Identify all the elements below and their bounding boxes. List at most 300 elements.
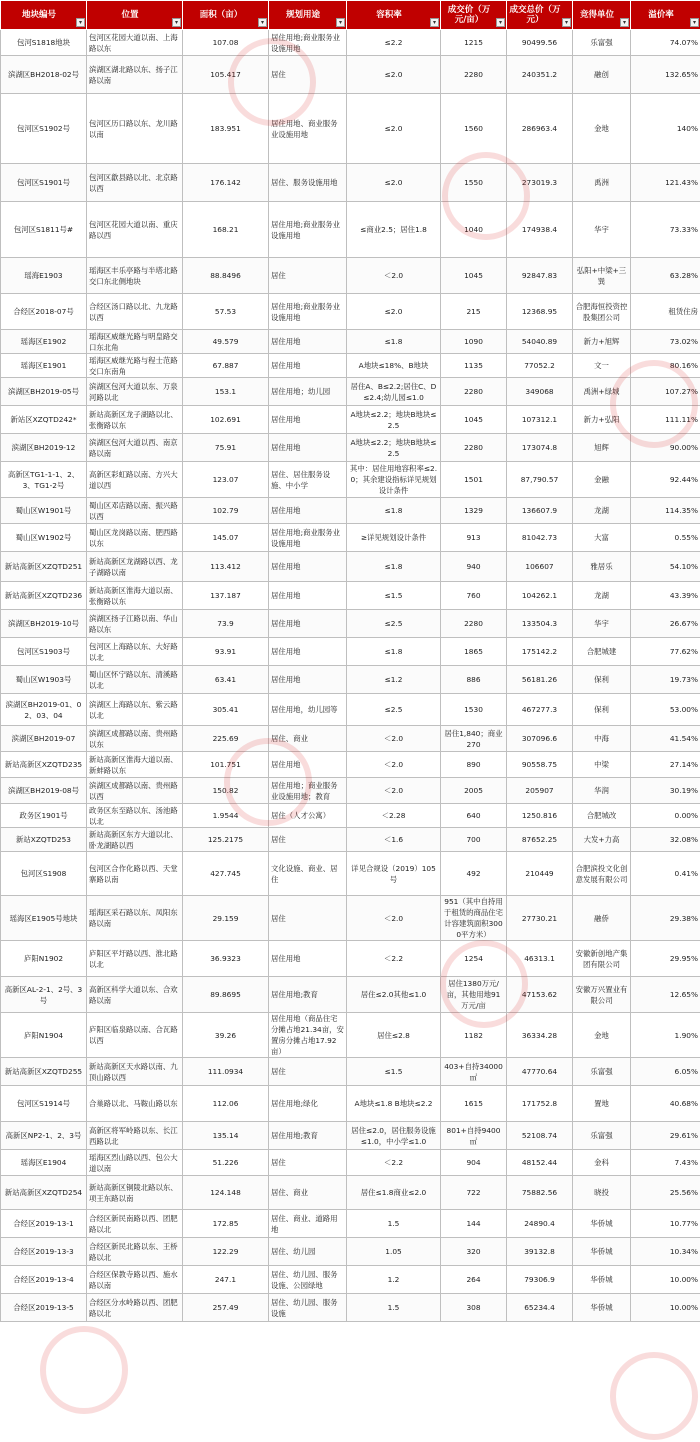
cell-winning-bidder[interactable]: 华润 bbox=[573, 778, 631, 804]
cell-planned-use[interactable]: 居住用地（商品住宅分摊占地21.34亩，安置房分摊占地17.92亩） bbox=[269, 1013, 347, 1058]
cell-land-id[interactable]: 瑶海区E1904 bbox=[1, 1150, 87, 1176]
cell-area[interactable]: 176.142 bbox=[183, 164, 269, 202]
cell-area[interactable]: 1.9544 bbox=[183, 804, 269, 828]
cell-total-price[interactable]: 173074.8 bbox=[507, 434, 573, 462]
cell-land-id[interactable]: 合经区2019-13-3 bbox=[1, 1238, 87, 1266]
cell-premium-rate[interactable]: 7.43% bbox=[631, 1150, 700, 1176]
cell-floor-area-ratio[interactable]: ＜2.0 bbox=[347, 896, 441, 941]
cell-unit-price[interactable]: 2005 bbox=[441, 778, 507, 804]
cell-area[interactable]: 145.07 bbox=[183, 524, 269, 552]
cell-land-id[interactable]: 包河区S1908 bbox=[1, 852, 87, 896]
cell-planned-use[interactable]: 居住用地;商业服务业设施用地 bbox=[269, 524, 347, 552]
cell-winning-bidder[interactable]: 安徽新创地产集团有限公司 bbox=[573, 941, 631, 977]
cell-floor-area-ratio[interactable]: 居住≤1.8商业≤2.0 bbox=[347, 1176, 441, 1210]
cell-location[interactable]: 滨湖区上海路以东、紫云路以北 bbox=[87, 694, 183, 726]
cell-winning-bidder[interactable]: 文一 bbox=[573, 354, 631, 378]
cell-area[interactable]: 123.07 bbox=[183, 462, 269, 498]
cell-winning-bidder[interactable]: 龙湖 bbox=[573, 582, 631, 610]
cell-floor-area-ratio[interactable]: ≤2.2 bbox=[347, 30, 441, 56]
column-header-unit-price[interactable] bbox=[441, 1, 507, 30]
cell-premium-rate[interactable]: 92.44% bbox=[631, 462, 700, 498]
cell-unit-price[interactable]: 1215 bbox=[441, 30, 507, 56]
cell-area[interactable]: 111.0934 bbox=[183, 1058, 269, 1086]
cell-planned-use[interactable]: 居住 bbox=[269, 1150, 347, 1176]
cell-winning-bidder[interactable]: 华侨城 bbox=[573, 1294, 631, 1322]
cell-premium-rate[interactable]: 10.34% bbox=[631, 1238, 700, 1266]
cell-unit-price[interactable]: 1615 bbox=[441, 1086, 507, 1122]
cell-land-id[interactable]: 滨湖区BH2018-02号 bbox=[1, 56, 87, 94]
cell-floor-area-ratio[interactable]: ＜2.2 bbox=[347, 1150, 441, 1176]
cell-land-id[interactable]: 滨湖区BH2019-07 bbox=[1, 726, 87, 752]
cell-planned-use[interactable]: 居住用地 bbox=[269, 941, 347, 977]
cell-land-id[interactable]: 高新区TG1-1-1、2、3、TG1-2号 bbox=[1, 462, 87, 498]
cell-floor-area-ratio[interactable]: ≤2.5 bbox=[347, 694, 441, 726]
cell-winning-bidder[interactable]: 置地 bbox=[573, 1086, 631, 1122]
cell-location[interactable]: 合经区分水岭路以西、团肥路以北 bbox=[87, 1294, 183, 1322]
cell-floor-area-ratio[interactable]: ≤1.8 bbox=[347, 638, 441, 666]
cell-area[interactable]: 183.951 bbox=[183, 94, 269, 164]
cell-total-price[interactable]: 12368.95 bbox=[507, 294, 573, 330]
cell-floor-area-ratio[interactable]: ＜2.0 bbox=[347, 752, 441, 778]
cell-winning-bidder[interactable]: 大富 bbox=[573, 524, 631, 552]
filter-dropdown-icon[interactable]: ▾ bbox=[562, 18, 571, 27]
filter-dropdown-icon[interactable]: ▾ bbox=[430, 18, 439, 27]
cell-area[interactable]: 150.82 bbox=[183, 778, 269, 804]
cell-location[interactable]: 滨湖区成都路以南、贵州路以东 bbox=[87, 726, 183, 752]
cell-unit-price[interactable]: 913 bbox=[441, 524, 507, 552]
cell-planned-use[interactable]: 居住用地 bbox=[269, 406, 347, 434]
cell-land-id[interactable]: 新站区XZQTD242* bbox=[1, 406, 87, 434]
cell-location[interactable]: 政务区东至路以东、汤池路以北 bbox=[87, 804, 183, 828]
cell-area[interactable]: 89.8695 bbox=[183, 977, 269, 1013]
cell-unit-price[interactable]: 居住1380万元/亩，其他用地91万元/亩 bbox=[441, 977, 507, 1013]
cell-total-price[interactable]: 39132.8 bbox=[507, 1238, 573, 1266]
cell-total-price[interactable]: 273019.3 bbox=[507, 164, 573, 202]
cell-unit-price[interactable]: 308 bbox=[441, 1294, 507, 1322]
cell-premium-rate[interactable]: 74.07% bbox=[631, 30, 700, 56]
cell-total-price[interactable]: 90558.75 bbox=[507, 752, 573, 778]
cell-area[interactable]: 101.751 bbox=[183, 752, 269, 778]
cell-unit-price[interactable]: 1045 bbox=[441, 406, 507, 434]
cell-total-price[interactable]: 65234.4 bbox=[507, 1294, 573, 1322]
cell-location[interactable]: 蜀山区龙岗路以南、肥西路以东 bbox=[87, 524, 183, 552]
cell-unit-price[interactable]: 904 bbox=[441, 1150, 507, 1176]
cell-planned-use[interactable]: 居住用地 bbox=[269, 434, 347, 462]
cell-floor-area-ratio[interactable]: 居住A、B≤2.2;居住C、D≤2.4;幼儿园≤1.0 bbox=[347, 378, 441, 406]
cell-floor-area-ratio[interactable]: ＜2.0 bbox=[347, 726, 441, 752]
cell-unit-price[interactable]: 1865 bbox=[441, 638, 507, 666]
cell-winning-bidder[interactable]: 弘阳+中梁+三巽 bbox=[573, 258, 631, 294]
cell-planned-use[interactable]: 居住用地 bbox=[269, 552, 347, 582]
cell-unit-price[interactable]: 320 bbox=[441, 1238, 507, 1266]
cell-land-id[interactable]: 新站高新区XZQTD236 bbox=[1, 582, 87, 610]
cell-planned-use[interactable]: 居住 bbox=[269, 896, 347, 941]
cell-land-id[interactable]: 包河区S1903号 bbox=[1, 638, 87, 666]
cell-total-price[interactable]: 286963.4 bbox=[507, 94, 573, 164]
cell-land-id[interactable]: 瑶海区E1901 bbox=[1, 354, 87, 378]
cell-location[interactable]: 高新区彩虹路以南、方兴大道以西 bbox=[87, 462, 183, 498]
cell-area[interactable]: 122.29 bbox=[183, 1238, 269, 1266]
cell-total-price[interactable]: 467277.3 bbox=[507, 694, 573, 726]
cell-total-price[interactable]: 1250.816 bbox=[507, 804, 573, 828]
cell-planned-use[interactable]: 居住用地；幼儿园 bbox=[269, 378, 347, 406]
cell-area[interactable]: 102.691 bbox=[183, 406, 269, 434]
cell-total-price[interactable]: 46313.1 bbox=[507, 941, 573, 977]
cell-total-price[interactable]: 104262.1 bbox=[507, 582, 573, 610]
cell-planned-use[interactable]: 居住、幼儿园、服务设施、公园绿地 bbox=[269, 1266, 347, 1294]
cell-unit-price[interactable]: 951（其中自持用于租赁的商品住宅计容建筑面积3000平方米） bbox=[441, 896, 507, 941]
cell-unit-price[interactable]: 1329 bbox=[441, 498, 507, 524]
cell-area[interactable]: 153.1 bbox=[183, 378, 269, 406]
cell-planned-use[interactable]: 居住用地;教育 bbox=[269, 1122, 347, 1150]
cell-winning-bidder[interactable]: 合肥滨投文化创意发展有限公司 bbox=[573, 852, 631, 896]
cell-location[interactable]: 新站高新区铜陵北路以东、项王东路以南 bbox=[87, 1176, 183, 1210]
cell-floor-area-ratio[interactable]: ≤1.5 bbox=[347, 1058, 441, 1086]
cell-winning-bidder[interactable]: 禹洲 bbox=[573, 164, 631, 202]
cell-location[interactable]: 瑶海区烈山路以西、包公大道以南 bbox=[87, 1150, 183, 1176]
cell-land-id[interactable]: 滨湖区BH2019-01、02、03、04 bbox=[1, 694, 87, 726]
cell-premium-rate[interactable]: 10.00% bbox=[631, 1294, 700, 1322]
cell-planned-use[interactable]: 居住用地 bbox=[269, 582, 347, 610]
cell-unit-price[interactable]: 264 bbox=[441, 1266, 507, 1294]
cell-floor-area-ratio[interactable]: ≤2.0 bbox=[347, 294, 441, 330]
filter-dropdown-icon[interactable]: ▾ bbox=[172, 18, 181, 27]
cell-unit-price[interactable]: 1501 bbox=[441, 462, 507, 498]
cell-land-id[interactable]: 新站高新区XZQTD235 bbox=[1, 752, 87, 778]
cell-premium-rate[interactable]: 29.61% bbox=[631, 1122, 700, 1150]
cell-total-price[interactable]: 136607.9 bbox=[507, 498, 573, 524]
cell-land-id[interactable]: 政务区1901号 bbox=[1, 804, 87, 828]
cell-land-id[interactable]: 滨湖区BH2019-12 bbox=[1, 434, 87, 462]
cell-unit-price[interactable]: 2280 bbox=[441, 378, 507, 406]
cell-winning-bidder[interactable]: 华侨城 bbox=[573, 1266, 631, 1294]
cell-unit-price[interactable]: 940 bbox=[441, 552, 507, 582]
cell-location[interactable]: 瑶海区采石路以东、凤阳东路以南 bbox=[87, 896, 183, 941]
cell-location[interactable]: 新站高新区东方大道以北、卧龙湖路以西 bbox=[87, 828, 183, 852]
cell-premium-rate[interactable]: 10.00% bbox=[631, 1266, 700, 1294]
cell-floor-area-ratio[interactable]: 居住≤2.0其他≤1.0 bbox=[347, 977, 441, 1013]
cell-premium-rate[interactable]: 77.62% bbox=[631, 638, 700, 666]
cell-area[interactable]: 113.412 bbox=[183, 552, 269, 582]
cell-premium-rate[interactable]: 140% bbox=[631, 94, 700, 164]
cell-winning-bidder[interactable]: 乐富强 bbox=[573, 30, 631, 56]
cell-planned-use[interactable]: 居住用地 bbox=[269, 638, 347, 666]
cell-premium-rate[interactable]: 132.65% bbox=[631, 56, 700, 94]
cell-total-price[interactable]: 349068 bbox=[507, 378, 573, 406]
cell-premium-rate[interactable]: 114.35% bbox=[631, 498, 700, 524]
cell-area[interactable]: 63.41 bbox=[183, 666, 269, 694]
cell-area[interactable]: 93.91 bbox=[183, 638, 269, 666]
cell-total-price[interactable]: 171752.8 bbox=[507, 1086, 573, 1122]
cell-winning-bidder[interactable]: 中梁 bbox=[573, 752, 631, 778]
cell-location[interactable]: 包河区合作化路以西、天堂寨路以南 bbox=[87, 852, 183, 896]
cell-unit-price[interactable]: 1560 bbox=[441, 94, 507, 164]
cell-location[interactable]: 高新区将军岭路以东、长江西路以北 bbox=[87, 1122, 183, 1150]
cell-unit-price[interactable]: 886 bbox=[441, 666, 507, 694]
cell-floor-area-ratio[interactable]: ＜2.2 bbox=[347, 941, 441, 977]
cell-area[interactable]: 135.14 bbox=[183, 1122, 269, 1150]
cell-location[interactable]: 蜀山区怀宁路以东、清溪路以北 bbox=[87, 666, 183, 694]
cell-total-price[interactable]: 87652.25 bbox=[507, 828, 573, 852]
cell-winning-bidder[interactable]: 保利 bbox=[573, 694, 631, 726]
cell-winning-bidder[interactable]: 金地 bbox=[573, 1013, 631, 1058]
cell-total-price[interactable]: 107312.1 bbox=[507, 406, 573, 434]
cell-planned-use[interactable]: 居住、商业 bbox=[269, 726, 347, 752]
cell-planned-use[interactable]: 居住、服务设施用地 bbox=[269, 164, 347, 202]
cell-premium-rate[interactable]: 54.10% bbox=[631, 552, 700, 582]
cell-floor-area-ratio[interactable]: A地块≤2.2；地块B地块≤2.5 bbox=[347, 406, 441, 434]
cell-winning-bidder[interactable]: 中海 bbox=[573, 726, 631, 752]
column-header-planned-use[interactable] bbox=[269, 1, 347, 30]
cell-winning-bidder[interactable]: 金科 bbox=[573, 1150, 631, 1176]
cell-planned-use[interactable]: 居住用地 bbox=[269, 666, 347, 694]
cell-location[interactable]: 瑶海区威继光路与程士范路交口东南角 bbox=[87, 354, 183, 378]
cell-premium-rate[interactable]: 0.41% bbox=[631, 852, 700, 896]
cell-land-id[interactable]: 蜀山区W1902号 bbox=[1, 524, 87, 552]
cell-total-price[interactable]: 205907 bbox=[507, 778, 573, 804]
cell-area[interactable]: 305.41 bbox=[183, 694, 269, 726]
cell-floor-area-ratio[interactable]: A地块≤18%、B地块 bbox=[347, 354, 441, 378]
column-header-winning-bidder[interactable] bbox=[573, 1, 631, 30]
cell-area[interactable]: 88.8496 bbox=[183, 258, 269, 294]
cell-location[interactable]: 合经区新民北路以东、王桥路以北 bbox=[87, 1238, 183, 1266]
cell-premium-rate[interactable]: 10.77% bbox=[631, 1210, 700, 1238]
cell-total-price[interactable]: 27730.21 bbox=[507, 896, 573, 941]
cell-location[interactable]: 新站高新区淮海大道以南、张衡路以东 bbox=[87, 582, 183, 610]
cell-premium-rate[interactable]: 107.27% bbox=[631, 378, 700, 406]
cell-planned-use[interactable]: 居住用地 bbox=[269, 610, 347, 638]
cell-unit-price[interactable]: 1254 bbox=[441, 941, 507, 977]
cell-premium-rate[interactable]: 40.68% bbox=[631, 1086, 700, 1122]
cell-location[interactable]: 包河区历口路以东、龙川路以南 bbox=[87, 94, 183, 164]
cell-total-price[interactable]: 47153.62 bbox=[507, 977, 573, 1013]
cell-area[interactable]: 29.159 bbox=[183, 896, 269, 941]
cell-winning-bidder[interactable]: 乐富强 bbox=[573, 1122, 631, 1150]
cell-planned-use[interactable]: 居住 bbox=[269, 258, 347, 294]
cell-winning-bidder[interactable]: 融侨 bbox=[573, 896, 631, 941]
cell-premium-rate[interactable]: 租赁住房 bbox=[631, 294, 700, 330]
cell-floor-area-ratio[interactable]: ≥详见规划设计条件 bbox=[347, 524, 441, 552]
cell-land-id[interactable]: 滨湖区BH2019-08号 bbox=[1, 778, 87, 804]
cell-land-id[interactable]: 瑶海区E1902 bbox=[1, 330, 87, 354]
cell-floor-area-ratio[interactable]: ＜2.28 bbox=[347, 804, 441, 828]
cell-winning-bidder[interactable]: 华宇 bbox=[573, 202, 631, 258]
cell-land-id[interactable]: 新站高新区XZQTD255 bbox=[1, 1058, 87, 1086]
cell-total-price[interactable]: 79306.9 bbox=[507, 1266, 573, 1294]
cell-planned-use[interactable]: 居住、幼儿园、服务设施 bbox=[269, 1294, 347, 1322]
cell-unit-price[interactable]: 403+自持34000㎡ bbox=[441, 1058, 507, 1086]
cell-area[interactable]: 247.1 bbox=[183, 1266, 269, 1294]
cell-land-id[interactable]: 包河区S1902号 bbox=[1, 94, 87, 164]
cell-winning-bidder[interactable]: 合肥城建 bbox=[573, 638, 631, 666]
cell-location[interactable]: 庐阳区平圩路以西、淮北路以北 bbox=[87, 941, 183, 977]
cell-premium-rate[interactable]: 41.54% bbox=[631, 726, 700, 752]
cell-planned-use[interactable]: 居住 bbox=[269, 828, 347, 852]
cell-location[interactable]: 新站高新区天水路以南、九顶山路以西 bbox=[87, 1058, 183, 1086]
cell-winning-bidder[interactable]: 旭辉 bbox=[573, 434, 631, 462]
filter-dropdown-icon[interactable]: ▾ bbox=[336, 18, 345, 27]
cell-area[interactable]: 102.79 bbox=[183, 498, 269, 524]
cell-planned-use[interactable]: 居住用地 bbox=[269, 752, 347, 778]
cell-area[interactable]: 125.2175 bbox=[183, 828, 269, 852]
cell-planned-use[interactable]: 居住用地;商业服务业设施用地 bbox=[269, 202, 347, 258]
cell-total-price[interactable]: 307096.6 bbox=[507, 726, 573, 752]
filter-dropdown-icon[interactable]: ▾ bbox=[690, 18, 699, 27]
cell-land-id[interactable]: 高新区AL-2-1、2号、3号 bbox=[1, 977, 87, 1013]
cell-land-id[interactable]: 瑶海区E1905号地块 bbox=[1, 896, 87, 941]
cell-premium-rate[interactable]: 0.55% bbox=[631, 524, 700, 552]
cell-premium-rate[interactable]: 121.43% bbox=[631, 164, 700, 202]
cell-premium-rate[interactable]: 53.00% bbox=[631, 694, 700, 726]
cell-winning-bidder[interactable]: 金融 bbox=[573, 462, 631, 498]
column-header-floor-area-ratio[interactable] bbox=[347, 1, 441, 30]
cell-floor-area-ratio[interactable]: ＜2.0 bbox=[347, 258, 441, 294]
cell-location[interactable]: 蜀山区邓店路以南、振兴路以西 bbox=[87, 498, 183, 524]
cell-premium-rate[interactable]: 12.65% bbox=[631, 977, 700, 1013]
cell-floor-area-ratio[interactable]: A地块≤1.8 B地块≤2.2 bbox=[347, 1086, 441, 1122]
cell-unit-price[interactable]: 1530 bbox=[441, 694, 507, 726]
cell-land-id[interactable]: 合经区2018-07号 bbox=[1, 294, 87, 330]
cell-planned-use[interactable]: 文化设施、商业、居住 bbox=[269, 852, 347, 896]
cell-premium-rate[interactable]: 90.00% bbox=[631, 434, 700, 462]
cell-floor-area-ratio[interactable]: 居住≤2.0，居住服务设施≤1.0，中小学≤1.0 bbox=[347, 1122, 441, 1150]
cell-winning-bidder[interactable]: 禹洲+绿城 bbox=[573, 378, 631, 406]
cell-premium-rate[interactable]: 29.95% bbox=[631, 941, 700, 977]
cell-land-id[interactable]: 蜀山区W1903号 bbox=[1, 666, 87, 694]
cell-premium-rate[interactable]: 25.56% bbox=[631, 1176, 700, 1210]
filter-dropdown-icon[interactable]: ▾ bbox=[620, 18, 629, 27]
cell-winning-bidder[interactable]: 新力+弘阳 bbox=[573, 406, 631, 434]
cell-floor-area-ratio[interactable]: ＜1.6 bbox=[347, 828, 441, 852]
cell-location[interactable]: 包河区花园大道以南、上海路以东 bbox=[87, 30, 183, 56]
cell-land-id[interactable]: 合经区2019-13-4 bbox=[1, 1266, 87, 1294]
cell-location[interactable]: 滨湖区包河大道以西、南京路以南 bbox=[87, 434, 183, 462]
column-header-location[interactable] bbox=[87, 1, 183, 30]
cell-winning-bidder[interactable]: 安徽万兴置业有限公司 bbox=[573, 977, 631, 1013]
cell-land-id[interactable]: 滨湖区BH2019-05号 bbox=[1, 378, 87, 406]
cell-premium-rate[interactable]: 6.05% bbox=[631, 1058, 700, 1086]
cell-total-price[interactable]: 175142.2 bbox=[507, 638, 573, 666]
cell-area[interactable]: 172.85 bbox=[183, 1210, 269, 1238]
cell-premium-rate[interactable]: 26.67% bbox=[631, 610, 700, 638]
cell-total-price[interactable]: 36334.28 bbox=[507, 1013, 573, 1058]
cell-area[interactable]: 112.06 bbox=[183, 1086, 269, 1122]
cell-winning-bidder[interactable]: 合肥城改 bbox=[573, 804, 631, 828]
cell-unit-price[interactable]: 492 bbox=[441, 852, 507, 896]
cell-floor-area-ratio[interactable]: 1.5 bbox=[347, 1294, 441, 1322]
cell-winning-bidder[interactable]: 乐富强 bbox=[573, 1058, 631, 1086]
cell-premium-rate[interactable]: 1.90% bbox=[631, 1013, 700, 1058]
cell-floor-area-ratio[interactable]: ＜2.0 bbox=[347, 778, 441, 804]
cell-area[interactable]: 105.417 bbox=[183, 56, 269, 94]
cell-area[interactable]: 51.226 bbox=[183, 1150, 269, 1176]
cell-premium-rate[interactable]: 19.73% bbox=[631, 666, 700, 694]
cell-area[interactable]: 124.148 bbox=[183, 1176, 269, 1210]
cell-premium-rate[interactable]: 63.28% bbox=[631, 258, 700, 294]
cell-planned-use[interactable]: 居住用地 bbox=[269, 354, 347, 378]
cell-location[interactable]: 新站高新区龙子湖路以北、张衡路以东 bbox=[87, 406, 183, 434]
cell-total-price[interactable]: 174938.4 bbox=[507, 202, 573, 258]
cell-location[interactable]: 包河区花园大道以南、重庆路以西 bbox=[87, 202, 183, 258]
cell-land-id[interactable]: 新站高新区XZQTD251 bbox=[1, 552, 87, 582]
cell-unit-price[interactable]: 722 bbox=[441, 1176, 507, 1210]
filter-dropdown-icon[interactable]: ▾ bbox=[76, 18, 85, 27]
cell-winning-bidder[interactable]: 保利 bbox=[573, 666, 631, 694]
cell-unit-price[interactable]: 760 bbox=[441, 582, 507, 610]
cell-area[interactable]: 49.579 bbox=[183, 330, 269, 354]
cell-total-price[interactable]: 87,790.57 bbox=[507, 462, 573, 498]
cell-winning-bidder[interactable]: 金地 bbox=[573, 94, 631, 164]
cell-location[interactable]: 庐阳区临泉路以南、合瓦路以西 bbox=[87, 1013, 183, 1058]
cell-premium-rate[interactable]: 73.02% bbox=[631, 330, 700, 354]
cell-floor-area-ratio[interactable]: 居住≤2.8 bbox=[347, 1013, 441, 1058]
cell-location[interactable]: 滨湖区湖北路以东、扬子江路以南 bbox=[87, 56, 183, 94]
cell-premium-rate[interactable]: 29.38% bbox=[631, 896, 700, 941]
cell-planned-use[interactable]: 居住用地;商业服务业设施用地 bbox=[269, 30, 347, 56]
cell-location[interactable]: 包河区上海路以东、大好路以北 bbox=[87, 638, 183, 666]
cell-floor-area-ratio[interactable]: 详见合规设（2019）105号 bbox=[347, 852, 441, 896]
cell-floor-area-ratio[interactable]: ≤1.8 bbox=[347, 552, 441, 582]
cell-total-price[interactable]: 24890.4 bbox=[507, 1210, 573, 1238]
cell-land-id[interactable]: 高新区NP2-1、2、3号 bbox=[1, 1122, 87, 1150]
filter-dropdown-icon[interactable]: ▾ bbox=[496, 18, 505, 27]
cell-area[interactable]: 427.745 bbox=[183, 852, 269, 896]
cell-floor-area-ratio[interactable]: A地块≤2.2；地块B地块≤2.5 bbox=[347, 434, 441, 462]
filter-dropdown-icon[interactable]: ▾ bbox=[258, 18, 267, 27]
cell-land-id[interactable]: 庐阳N1904 bbox=[1, 1013, 87, 1058]
cell-total-price[interactable]: 75882.56 bbox=[507, 1176, 573, 1210]
cell-location[interactable]: 滨湖区成都路以南、贵州路以西 bbox=[87, 778, 183, 804]
cell-unit-price[interactable]: 215 bbox=[441, 294, 507, 330]
cell-area[interactable]: 73.9 bbox=[183, 610, 269, 638]
cell-location[interactable]: 瑶海区威继光路与明皇路交口东北角 bbox=[87, 330, 183, 354]
cell-unit-price[interactable]: 2280 bbox=[441, 610, 507, 638]
cell-winning-bidder[interactable]: 华侨城 bbox=[573, 1210, 631, 1238]
cell-premium-rate[interactable]: 32.08% bbox=[631, 828, 700, 852]
cell-planned-use[interactable]: 居住用地 bbox=[269, 498, 347, 524]
cell-total-price[interactable]: 47770.64 bbox=[507, 1058, 573, 1086]
cell-unit-price[interactable]: 居住1,840；商业270 bbox=[441, 726, 507, 752]
cell-total-price[interactable]: 56181.26 bbox=[507, 666, 573, 694]
cell-winning-bidder[interactable]: 晓投 bbox=[573, 1176, 631, 1210]
cell-planned-use[interactable]: 居住、居住服务设施、中小学 bbox=[269, 462, 347, 498]
cell-location[interactable]: 新站高新区龙湖路以西、龙子湖路以南 bbox=[87, 552, 183, 582]
cell-premium-rate[interactable]: 27.14% bbox=[631, 752, 700, 778]
cell-unit-price[interactable]: 1090 bbox=[441, 330, 507, 354]
cell-winning-bidder[interactable]: 大发+力高 bbox=[573, 828, 631, 852]
cell-floor-area-ratio[interactable]: ≤1.8 bbox=[347, 330, 441, 354]
cell-unit-price[interactable]: 1550 bbox=[441, 164, 507, 202]
cell-area[interactable]: 107.08 bbox=[183, 30, 269, 56]
cell-location[interactable]: 新站高新区淮海大道以南、新蚌路以东 bbox=[87, 752, 183, 778]
cell-floor-area-ratio[interactable]: ≤1.8 bbox=[347, 498, 441, 524]
cell-premium-rate[interactable]: 111.11% bbox=[631, 406, 700, 434]
cell-land-id[interactable]: 包河区S1914号 bbox=[1, 1086, 87, 1122]
cell-winning-bidder[interactable]: 雅居乐 bbox=[573, 552, 631, 582]
cell-total-price[interactable]: 133504.3 bbox=[507, 610, 573, 638]
cell-premium-rate[interactable]: 73.33% bbox=[631, 202, 700, 258]
cell-land-id[interactable]: 庐阳N1902 bbox=[1, 941, 87, 977]
cell-total-price[interactable]: 240351.2 bbox=[507, 56, 573, 94]
cell-winning-bidder[interactable]: 融创 bbox=[573, 56, 631, 94]
cell-land-id[interactable]: 瑶海E1903 bbox=[1, 258, 87, 294]
cell-area[interactable]: 39.26 bbox=[183, 1013, 269, 1058]
cell-land-id[interactable]: 包河区S1901号 bbox=[1, 164, 87, 202]
cell-total-price[interactable]: 92847.83 bbox=[507, 258, 573, 294]
cell-location[interactable]: 合经区汤口路以北、九龙路以西 bbox=[87, 294, 183, 330]
cell-land-id[interactable]: 新站高新区XZQTD254 bbox=[1, 1176, 87, 1210]
cell-winning-bidder[interactable]: 华宇 bbox=[573, 610, 631, 638]
